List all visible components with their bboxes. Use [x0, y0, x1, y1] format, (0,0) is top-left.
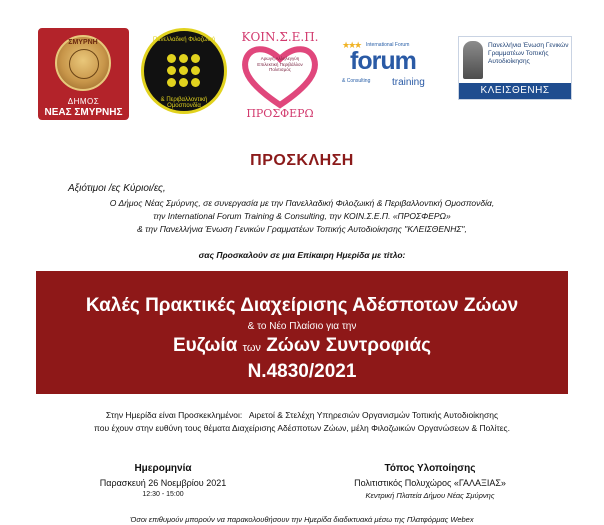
invite-line: σας Προσκαλούν σε μια Επίκαιρη Ημερίδα με τίτλο: [198, 250, 406, 260]
invited-text: Αιρετοί & Στελέχη Υπηρεσιών Οργανισμών Τοπικής Αυτοδιοίκησης [248, 410, 499, 420]
forum-training-word: training [392, 77, 425, 88]
forum-word: forum [350, 47, 416, 75]
banner-law-number: Ν.4830/2021 [247, 361, 357, 382]
intro-line-3: & την Πανελλήνια Ένωση Γενικών Γραμματέων Τοπικής Αυτοδιοίκησης "ΚΛΕΙΣΘΕΝΗΣ", [137, 224, 467, 234]
intro-line-2: την International Forum Training & Consulting, την ΚΟΙΝ.Σ.Ε.Π. «ΠΡΟΣΦΕΡΩ» [153, 211, 451, 221]
kleisthenis-logo [458, 36, 572, 100]
logo-strip [0, 0, 604, 130]
logo-caption-top: ΔΗΜΟΣ [67, 97, 100, 106]
koinsep-footer: ΠΡΟΣΦΕΡΩ [246, 107, 314, 120]
kleisthenis-lines: Πανελλήνια Ένωση Γενικών Γραμματέων Τοπικής Αυτοδιοίκησης [488, 42, 569, 65]
date-label: Ημερομηνία [134, 463, 192, 474]
invited-line-2: που έχουν στην ευθύνη τους θέματα Διαχείρισης Αδέσποτων Ζώων, μέλη Φιλοζωικών Οργανώσεων & Πολίτες. [94, 423, 510, 433]
logo-caption-bottom: ΝΕΑΣ ΣΜΥΡΝΗΣ [44, 107, 123, 118]
municipality-seal-icon [55, 35, 111, 91]
stars-icon: ★★★ [342, 40, 361, 50]
venue-value: Πολιτιστικός Πολυχώρος «ΓΑΛΑΞΙΑΣ» [354, 478, 506, 488]
koinsep-logo [235, 30, 325, 122]
paw-grid-icon [166, 53, 202, 89]
kleisthenis-band: ΚΛΕΙΣΘΕΝΗΣ [459, 83, 571, 99]
banner-line-3b: των [242, 342, 261, 354]
banner-line-2: & το Νέο Πλαίσιο για την [247, 321, 357, 332]
forum-small: & Consulting [342, 78, 371, 84]
bust-icon [463, 41, 483, 79]
time-value: 12:30 - 15:00 [142, 491, 184, 498]
venue-label: Τόπος Υλοποίησης [384, 463, 476, 474]
nea-smyrni-logo [38, 28, 129, 120]
invited-label: Στην Ημερίδα είναι Προσκεκλημένοι: [105, 410, 243, 420]
invited-line [0, 410, 604, 420]
greeting: Αξιότιμοι /ες Κύριοι/ες, [68, 183, 166, 194]
federation-ring-bottom: & Περιβαλλοντική Ομοσπονδία [160, 97, 208, 109]
koinsep-title: ΚΟΙΝ.Σ.Ε.Π. [241, 30, 319, 44]
event-title-banner [36, 271, 568, 394]
banner-line-1: Καλές Πρακτικές Διαχείρισης Αδέσποτων Ζώων [85, 295, 519, 316]
heart-hands-icon [240, 43, 320, 109]
forum-training-logo [342, 38, 432, 93]
banner-line-3a: Ευζωία [172, 335, 238, 356]
forum-tag: International Forum [366, 42, 410, 48]
intro-line-1: Ο Δήμος Νέας Σμύρνης, σε συνεργασία με την Πανελλαδική Φιλοζωική & Περιβαλλοντική Ομοσπονδία, [109, 198, 495, 208]
venue-address: Κεντρική Πλατεία Δήμου Νέας Σμύρνης [365, 491, 495, 500]
federation-ring-top: Πανελλαδική Φιλοζωική [152, 37, 216, 43]
page-title: ΠΡΟΣΚΛΗΣΗ [250, 152, 354, 169]
banner-line-3 [36, 335, 568, 357]
koinsep-heart-text: Αρωγή Αλληλεγγύη Επιλεκτική Περιβάλλον Πολιτισμός [257, 56, 303, 72]
date-value: Παρασκευή 26 Νοεμβρίου 2021 [99, 478, 227, 488]
webex-note: Όσοι επιθυμούν μπορούν να παρακολουθήσουν την Ημερίδα διαδικτυακά μέσω της Πλατφόρμας Webex [130, 515, 474, 524]
seal-word: ΣΜΥΡΝΗ [68, 39, 98, 46]
banner-line-3c: Ζώων Συντροφιάς [266, 335, 432, 356]
federation-logo [141, 28, 227, 114]
